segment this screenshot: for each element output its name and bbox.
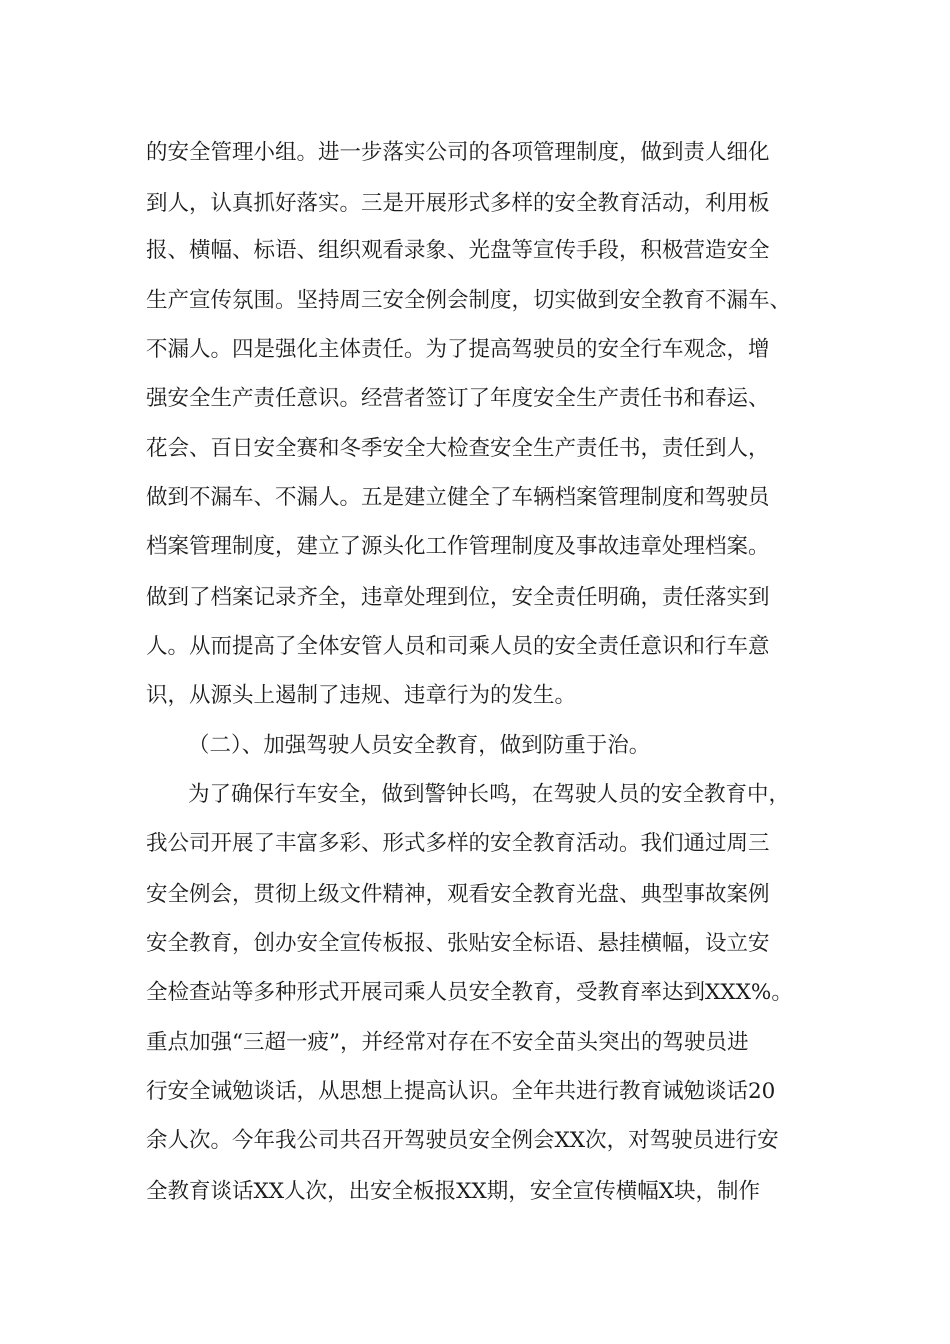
- body-line: 识，从源头上遏制了违规、违章行为的发生。: [146, 683, 577, 708]
- body-line: 花会、百日安全赛和冬季安全大检查安全生产责任书，责任到人，: [146, 436, 770, 461]
- body-line: 重点加强“三超一疲”，并经常对存在不安全苗头突出的驾驶员进: [146, 1030, 749, 1055]
- body-line: 档案管理制度，建立了源头化工作管理制度及事故违章处理档案。: [146, 534, 770, 559]
- body-line: 生产宣传氛围。坚持周三安全例会制度，切实做到安全教育不漏车、: [146, 288, 792, 313]
- body-line: 的安全管理小组。进一步落实公司的各项管理制度，做到责人细化: [146, 140, 770, 165]
- body-line: 全教育谈话XX人次，出安全板报XX期，安全宣传横幅X块，制作: [146, 1179, 761, 1204]
- body-line: 不漏人。四是强化主体责任。为了提高驾驶员的安全行车观念，增: [146, 337, 770, 362]
- body-line: 我公司开展了丰富多彩、形式多样的安全教育活动。我们通过周三: [146, 831, 770, 856]
- body-line: 人。从而提高了全体安管人员和司乘人员的安全责任意识和行车意: [146, 634, 770, 659]
- body-line: 行安全诫勉谈话，从思想上提高认识。全年共进行教育诫勉谈话20: [146, 1079, 776, 1104]
- body-line: 全检查站等多种形式开展司乘人员安全教育，受教育率达到XXX%。: [146, 980, 793, 1005]
- body-line: 强安全生产责任意识。经营者签订了年度安全生产责任书和春运、: [146, 386, 770, 411]
- body-line: 做到了档案记录齐全，违章处理到位，安全责任明确，责任落实到: [146, 585, 770, 610]
- body-line: 安全例会，贯彻上级文件精神，观看安全教育光盘、典型事故案例: [146, 882, 770, 907]
- paragraph-first-line: 为了确保行车安全，做到警钟长鸣，在驾驶人员的安全教育中，: [188, 782, 791, 807]
- body-line: 做到不漏车、不漏人。五是建立健全了车辆档案管理制度和驾驶员: [146, 485, 770, 510]
- body-line: 余人次。今年我公司共召开驾驶员安全例会XX次，对驾驶员进行安: [146, 1128, 779, 1153]
- body-line: 报、横幅、标语、组织观看录象、光盘等宣传手段，积极营造安全: [146, 238, 770, 263]
- body-line: 到人，认真抓好落实。三是开展形式多样的安全教育活动，利用板: [146, 191, 770, 216]
- body-line: 安全教育，创办安全宣传板报、张贴安全标语、悬挂横幅，设立安: [146, 931, 770, 956]
- section-heading: （二）、加强驾驶人员安全教育，做到防重于治。: [188, 733, 651, 758]
